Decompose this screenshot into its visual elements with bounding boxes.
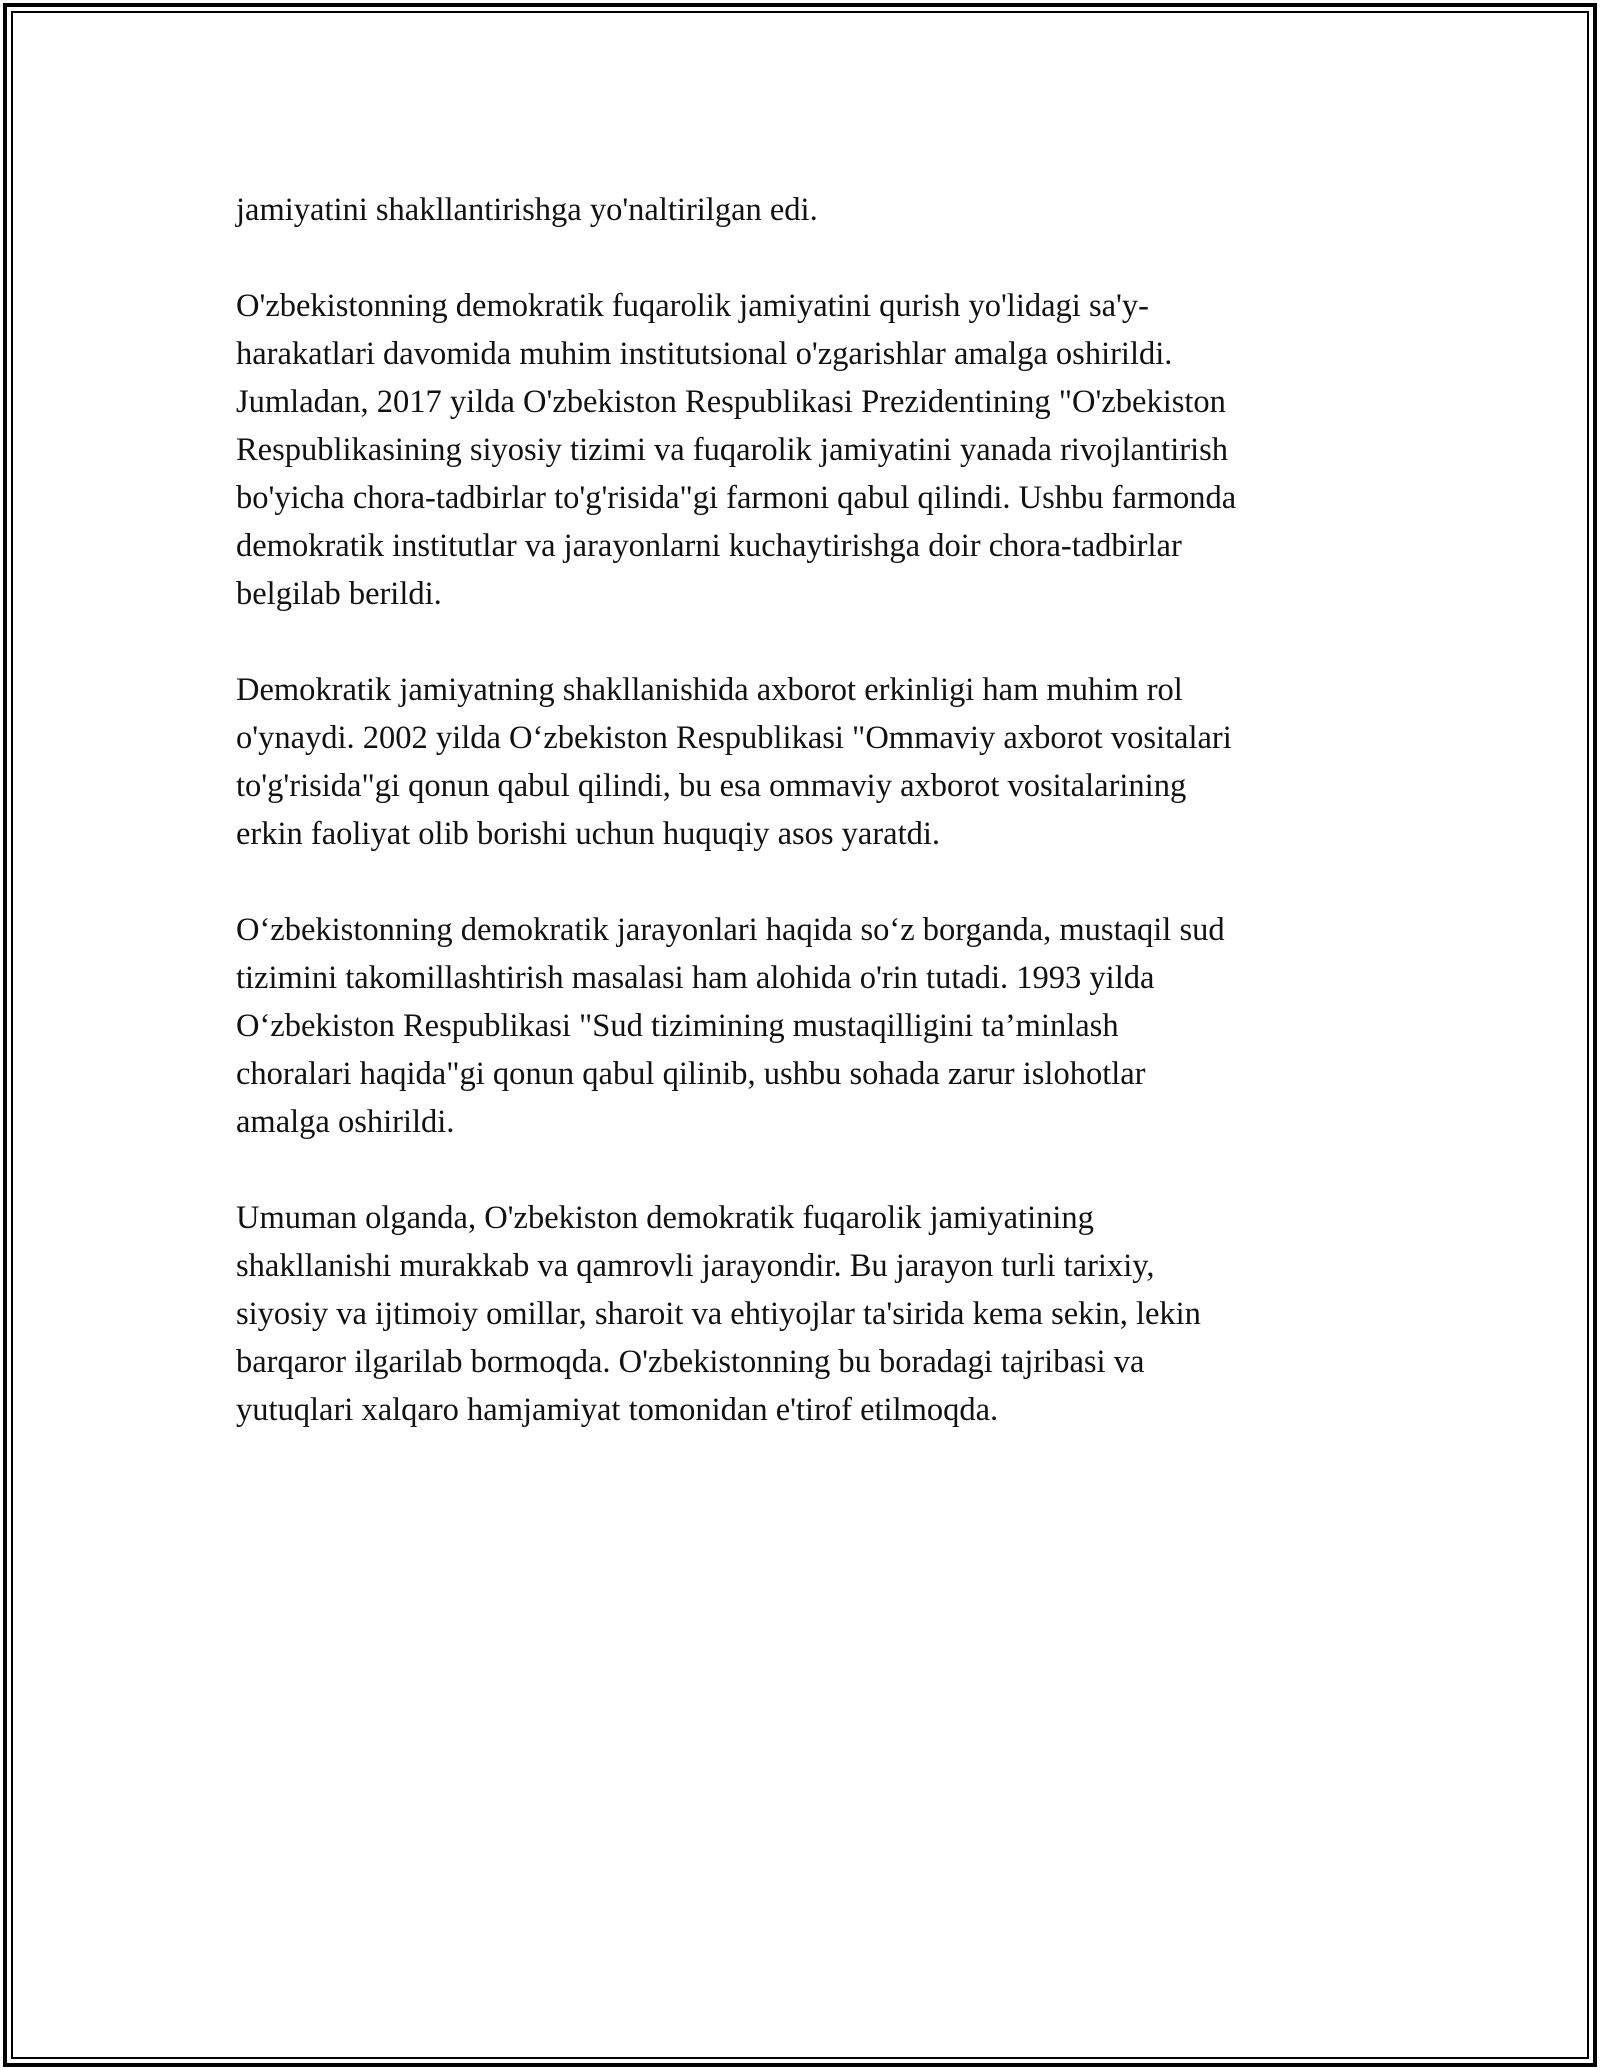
paragraph-3: Demokratik jamiyatning shakllanishida axborot erkinligi ham muhim rol o'ynaydi. 2002 yilda O‘zbekiston Respublikasi "Ommaviy axborot vositalari to'g'risida"gi qonun qabul qilindi, bu esa ommaviy axborot vositalarining erkin faoliyat olib borishi uchun huquqiy asos yaratdi. (236, 672, 1232, 852)
paragraph-4: O‘zbekistonning demokratik jarayonlari haqida so‘z borganda, mustaqil sud tizimini takomillashtirish masalasi ham alohida o'rin tutadi. 1993 yilda O‘zbekiston Respublikasi "Sud tizimining mustaqilligini ta’minlash choralari haqida"gi qonun qabul qilinib, ushbu sohada zarur islohotlar amalga oshirildi. (236, 912, 1225, 1140)
paragraph-5: Umuman olganda, O'zbekiston demokratik fuqarolik jamiyatining shakllanishi murakkab va qamrovli jarayondir. Bu jarayon turli tarixiy, siyosiy va ijtimoiy omillar, sharoit va ehtiyojlar ta'sirida kema sekin, lekin barqaror ilgarilab bormoqda. O'zbekistonning bu boradagi tajribasi va yutuqlari xalqaro hamjamiyat tomonidan e'tirof etilmoqda. (236, 1200, 1201, 1428)
document-body (236, 186, 1396, 1482)
paragraph-1: jamiyatini shakllantirishga yo'naltirilgan edi. (236, 192, 818, 228)
paragraph-2: O'zbekistonning demokratik fuqarolik jamiyatini qurish yo'lidagi sa'y- harakatlari davomida muhim institutsional o'zgarishlar amalga oshirildi. Jumladan, 2017 yilda O'zbekiston Respublikasi Prezidentining "O'zbekiston Respublikasining siyosiy tizimi va fuqarolik jamiyatini yanada rivojlantirish bo'yicha chora-tadbirlar to'g'risida"gi farmoni qabul qilindi. Ushbu farmonda demokratik institutlar va jarayonlarni kuchaytirishga doir chora-tadbirlar belgilab berildi. (236, 288, 1237, 612)
